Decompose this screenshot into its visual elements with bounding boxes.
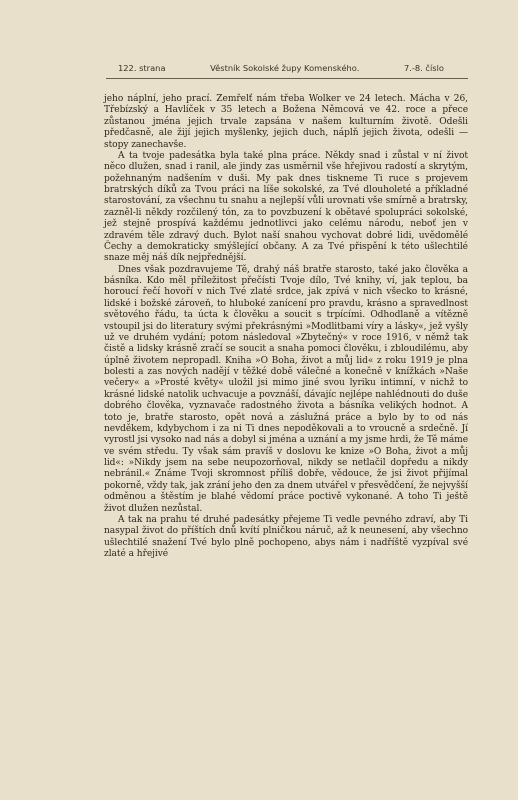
issue-number: 7.-8. číslo [403,63,444,73]
header-divider [106,78,468,79]
paragraph: A tak na prahu té druhé padesátky přejeme Ti vedle pevného zdraví, aby Ti nasypal život do příštích dnů kvítí plničkou náruč, až k neunesení, aby všechno ušlechtilé snažení Tvé bylo plně pochopeno, abys nám i nadříště vyzpíval své zlaté a hřejivé [104,514,468,559]
paragraph: jeho náplní, jeho prací. Zemřelť nám třeba Wolker ve 24 letech. Mácha v 26, Třebízský a Havlíček v 35 letech a Božena Němcová ve 42. roce a přece zůstanou jména jejich trvale zapsána v našem kulturním životě. Odešli předčasně, ale žijí jejich myšlenky, jejich duch, náplň jejich života, odešli — stopy zanechavše. [104,94,468,150]
paragraph: Dnes však pozdravujeme Tě, drahý náš bratře starosto, také jako člověka a básníka. Kdo měl příležitost přečísti Tvoje dílo, Tvé knihy, ví, jak teplou, ba horoucí řečí hovoří v nich Tvé zlaté srdce, jak zpívá v nich všecko to krásné, lidské i božské zároveň, to hluboké zanícení pro pravdu, krásno a spravedlnost světového řádu, ta úcta k člověku a soucit s trpícími. Odhodlaně a vítězně vstoupil jsi do literatury svými překrásnými »Modlitbami víry a lásky«, jež vyšly už ve druhém vydání; potom následoval »Zbytečný« v roce 1916, v němž tak čistě a lidsky krásně zračí se soucit a snaha pomoci člověku, i zbloudilému, aby úplně životem nepropadl. Kniha »O Boha, život a můj lid« z roku 1919 je plna bolesti a zas nových nadějí v těžké době válečné a konečně v knížkách »Naše večery« a »Prosté květy« uložil jsi mimo jiné svou lyriku intimní, v nichž to krásné lidské natolik uchvacuje a povznáší, dávajíc nejlépe nahlédnouti do duše dobrého člověka, vyznavače radostného života a básníka velikých hodnot. A toto je, bratře starosto, opět nová a záslužná práce a bylo by to od nás nevděkem, kdybychom i za ni Ti dnes nepoděkovali a to vroucně a srdečně. Jí vyrostl jsi vysoko nad nás a dobyl si jména a uznání a my jsme hrdi, že Tě máme ve svém středu. Ty však sám pravíš v doslovu ke knize »O Boha, život a můj lid«: »Nikdy jsem na sebe neupozorňoval, nikdy se netlačil dopředu a nikdy nebránil.« Známe Tvoji skromnost příliš dobře, vědouce, že jsi život přijímal pokorně, vždy tak, jak zrání jeho den za dnem utvářel v přesvědčení, že nejvyšší odměnou a štěstím je blahé vědomí práce poctivě vykonané. A toho Ti ještě život dlužen nezůstal. [104,264,468,514]
page-number: 122. strana [118,63,166,73]
running-header [118,63,444,75]
journal-title: Věstník Sokolské župy Komenského. [210,63,360,73]
article-body [104,94,468,560]
paragraph: A ta tvoje padesátka byla také plna práce. Někdy snad i zůstal v ní život něco dlužen, snad i ranil, ale jindy zas usměrnil vše hřejivou radostí a skrytým, požehnaným nadšením v duši. My pak dnes tiskneme Ti ruce s projevem bratrských díků za Tvou práci na líše sokolské, za Tvé dlouholeté a příkladné starostování, za všechnu tu snahu a nejlepší vůli urovnati vše smírně a bratrsky, zazněl-li někdy rozčilený tón, za to povzbuzení k obětavé spolupráci sokolské, jež stejně prospívá každému jednotlivci jako celému národu, neboť jen v zdravém těle zdravý duch. Bylot naší snahou vychovat dobré lidi, uvědomělé Čechy a demokraticky smýšlející občany. A za Tvé přispění k této ušlechtilé snaze měj náš dík nejpřednější. [104,150,468,264]
